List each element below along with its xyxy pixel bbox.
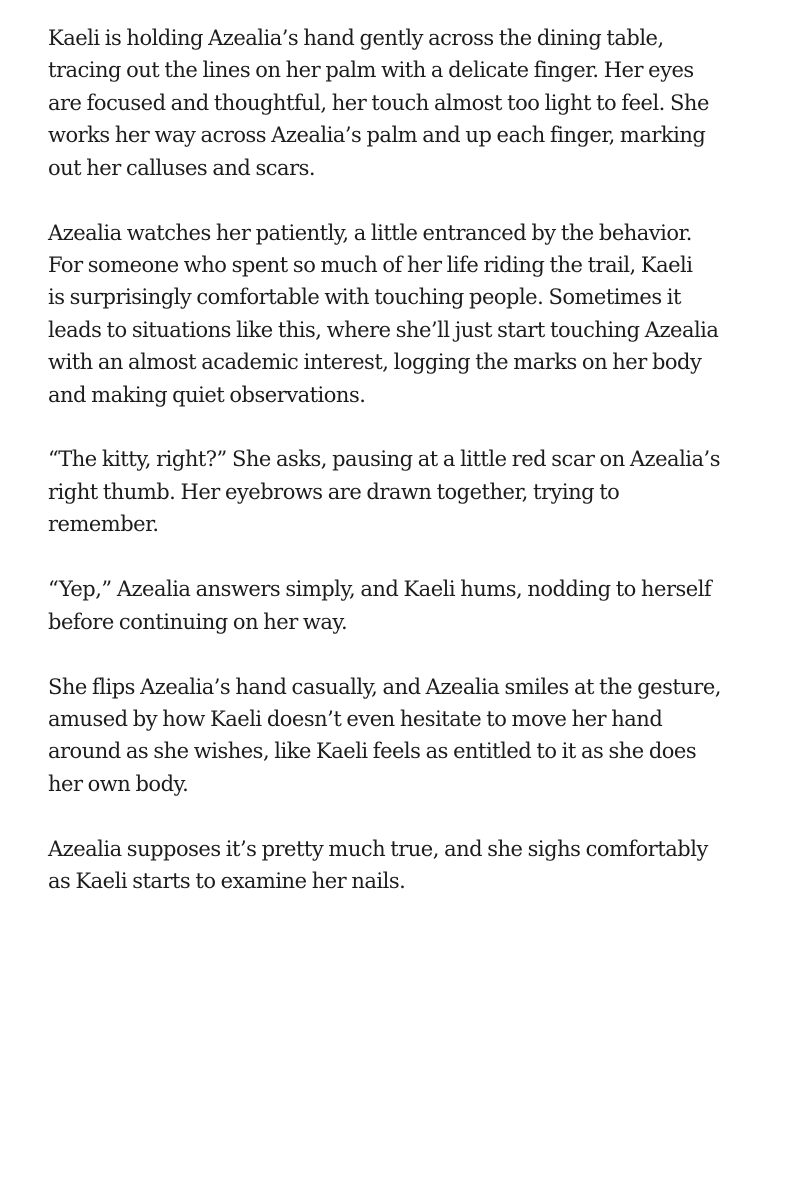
paragraph-6 <box>48 833 768 898</box>
text-line: before continuing on her way. <box>48 609 348 634</box>
text-line: is surprisingly comfortable with touching people. Sometimes it <box>48 285 681 310</box>
paragraph-3 <box>48 443 768 540</box>
text-line: her own body. <box>48 771 189 796</box>
text-line: For someone who spent so much of her life riding the trail, Kaeli <box>48 252 693 277</box>
paragraph-4 <box>48 573 768 638</box>
text-line: amused by how Kaeli doesn’t even hesitate to move her hand <box>48 706 663 731</box>
text-line: Azealia watches her patiently, a little entranced by the behavior. <box>48 220 692 245</box>
text-line: “The kitty, right?” She asks, pausing at a little red scar on Azealia’s <box>48 447 720 472</box>
paragraph-1 <box>48 22 768 184</box>
text-line: Azealia supposes it’s pretty much true, and she sighs comfortably <box>48 836 708 861</box>
text-line: are focused and thoughtful, her touch almost too light to feel. She <box>48 90 709 115</box>
text-line: as Kaeli starts to examine her nails. <box>48 869 406 894</box>
text-line: works her way across Azealia’s palm and up each finger, marking <box>48 123 706 148</box>
text-line: and making quiet observations. <box>48 382 366 407</box>
text-line: tracing out the lines on her palm with a delicate finger. Her eyes <box>48 58 694 83</box>
paragraph-5 <box>48 671 768 801</box>
text-line: right thumb. Her eyebrows are drawn together, trying to <box>48 479 620 504</box>
text-line: Kaeli is holding Azealia’s hand gently across the dining table, <box>48 26 664 50</box>
text-line: out her calluses and scars. <box>48 155 316 180</box>
text-line: with an almost academic interest, logging the marks on her body <box>48 350 702 375</box>
text-line: She flips Azealia’s hand casually, and Azealia smiles at the gesture, <box>48 674 721 699</box>
text-line: leads to situations like this, where she’ll just start touching Azealia <box>48 317 719 342</box>
paragraph-2 <box>48 217 768 411</box>
text-line: “Yep,” Azealia answers simply, and Kaeli hums, nodding to herself <box>48 577 712 602</box>
text-line: around as she wishes, like Kaeli feels as entitled to it as she does <box>48 739 697 764</box>
text-line: remember. <box>48 512 159 537</box>
story-text <box>48 22 768 930</box>
